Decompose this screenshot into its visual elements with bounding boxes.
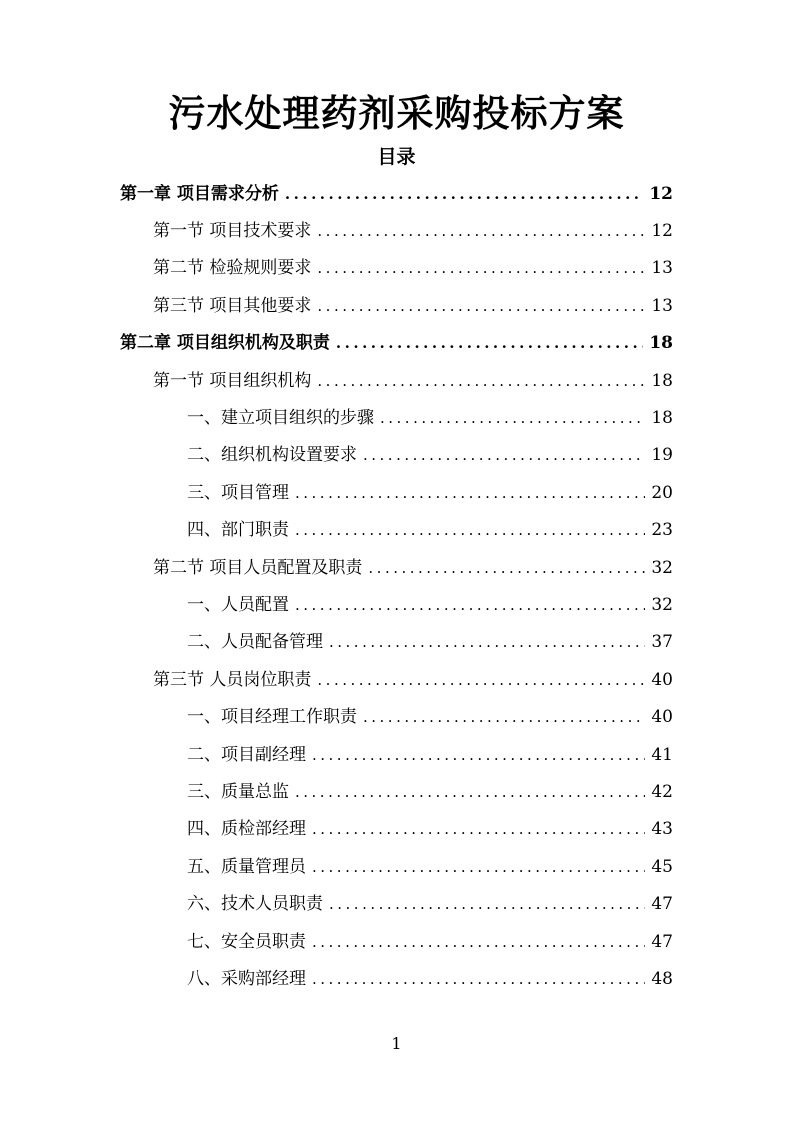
document-title: 污水处理药剂采购投标方案 — [168, 91, 625, 135]
toc-entry-label: 第二章 项目组织机构及职责 — [120, 333, 330, 354]
toc-entry-page-number: 37 — [651, 632, 673, 653]
toc-subsection-entry[interactable] — [0, 736, 793, 773]
toc-subsection-entry[interactable] — [0, 848, 793, 885]
toc-dot-leader — [312, 967, 645, 991]
toc-dot-leader — [312, 817, 645, 841]
toc-entry-page-number: 48 — [651, 968, 673, 989]
toc-entry-label: 二、组织机构设置要求 — [187, 445, 357, 466]
toc-subsection-entry[interactable] — [0, 437, 793, 474]
toc-heading: 目录 — [377, 146, 416, 168]
toc-entry-page-number: 42 — [651, 781, 673, 802]
toc-entry-label: 第一节 项目技术要求 — [153, 221, 312, 242]
toc-entry-label: 一、项目经理工作职责 — [187, 707, 357, 728]
toc-entry-page-number: 47 — [651, 894, 673, 915]
toc-entry-label: 七、安全员职责 — [187, 931, 306, 952]
toc-entry-label: 五、质量管理员 — [187, 856, 306, 877]
toc-section-entry[interactable] — [0, 661, 793, 698]
toc-dot-leader — [363, 705, 645, 729]
toc-entry-page-number: 23 — [651, 520, 673, 541]
toc-dot-leader — [336, 331, 643, 355]
toc-entry-page-number: 47 — [651, 931, 673, 952]
toc-subsection-entry[interactable] — [0, 960, 793, 997]
toc-chapter-entry[interactable] — [0, 175, 793, 212]
toc-entry-label: 第二节 项目人员配置及职责 — [153, 557, 363, 578]
toc-entry-page-number: 18 — [651, 370, 673, 391]
toc-entry-page-number: 18 — [651, 408, 673, 429]
toc-entry-label: 一、建立项目组织的步骤 — [187, 408, 374, 429]
toc-entry-label: 四、质检部经理 — [187, 819, 306, 840]
toc-entry-label: 一、人员配置 — [187, 594, 289, 615]
toc-section-entry[interactable] — [0, 287, 793, 324]
toc-subsection-entry[interactable] — [0, 512, 793, 549]
toc-entry-page-number: 32 — [651, 594, 673, 615]
toc-dot-leader — [317, 219, 645, 243]
toc-subsection-entry[interactable] — [0, 624, 793, 661]
toc-entry-label: 第一章 项目需求分析 — [120, 183, 279, 204]
toc-entry-page-number: 13 — [651, 295, 673, 316]
toc-entry-page-number: 45 — [651, 856, 673, 877]
toc-dot-leader — [295, 593, 645, 617]
toc-subsection-entry[interactable] — [0, 698, 793, 735]
toc-dot-leader — [368, 556, 645, 580]
toc-dot-leader — [317, 668, 645, 692]
toc-entry-label: 三、质量总监 — [187, 781, 289, 802]
toc-dot-leader — [312, 855, 645, 879]
toc-entry-page-number: 13 — [651, 258, 673, 279]
toc-entry-label: 三、项目管理 — [187, 482, 289, 503]
toc-dot-leader — [380, 406, 645, 430]
toc-entry-page-number: 40 — [651, 707, 673, 728]
toc-dot-leader — [329, 630, 645, 654]
page-number: 1 — [391, 1034, 402, 1053]
toc-entry-label: 六、技术人员职责 — [187, 894, 323, 915]
toc-section-entry[interactable] — [0, 212, 793, 249]
toc-subsection-entry[interactable] — [0, 773, 793, 810]
table-of-contents — [0, 175, 793, 998]
toc-subsection-entry[interactable] — [0, 399, 793, 436]
toc-dot-leader — [295, 481, 645, 505]
toc-entry-page-number: 20 — [651, 482, 673, 503]
toc-dot-leader — [329, 892, 645, 916]
toc-entry-label: 二、项目副经理 — [187, 744, 306, 765]
toc-entry-page-number: 43 — [651, 819, 673, 840]
toc-entry-page-number: 12 — [649, 183, 673, 204]
toc-entry-page-number: 41 — [651, 744, 673, 765]
toc-entry-page-number: 32 — [651, 557, 673, 578]
toc-subsection-entry[interactable] — [0, 885, 793, 922]
toc-dot-leader — [317, 256, 645, 280]
toc-section-entry[interactable] — [0, 549, 793, 586]
toc-entry-label: 四、部门职责 — [187, 520, 289, 541]
toc-entry-page-number: 12 — [651, 221, 673, 242]
toc-dot-leader — [317, 369, 645, 393]
toc-dot-leader — [285, 182, 643, 206]
toc-entry-page-number: 18 — [649, 333, 673, 354]
toc-subsection-entry[interactable] — [0, 586, 793, 623]
toc-entry-label: 二、人员配备管理 — [187, 632, 323, 653]
toc-entry-label: 第二节 检验规则要求 — [153, 258, 312, 279]
toc-dot-leader — [317, 294, 645, 318]
toc-entry-label: 八、采购部经理 — [187, 968, 306, 989]
toc-entry-page-number: 19 — [651, 445, 673, 466]
toc-entry-label: 第三节 人员岗位职责 — [153, 669, 312, 690]
toc-entry-page-number: 40 — [651, 669, 673, 690]
toc-section-entry[interactable] — [0, 362, 793, 399]
toc-dot-leader — [295, 518, 645, 542]
toc-dot-leader — [363, 443, 645, 467]
toc-chapter-entry[interactable] — [0, 325, 793, 362]
toc-entry-label: 第三节 项目其他要求 — [153, 295, 312, 316]
toc-entry-label: 第一节 项目组织机构 — [153, 370, 312, 391]
toc-subsection-entry[interactable] — [0, 923, 793, 960]
toc-dot-leader — [312, 930, 645, 954]
toc-dot-leader — [312, 743, 645, 767]
toc-dot-leader — [295, 780, 645, 804]
toc-subsection-entry[interactable] — [0, 811, 793, 848]
toc-section-entry[interactable] — [0, 250, 793, 287]
toc-subsection-entry[interactable] — [0, 474, 793, 511]
